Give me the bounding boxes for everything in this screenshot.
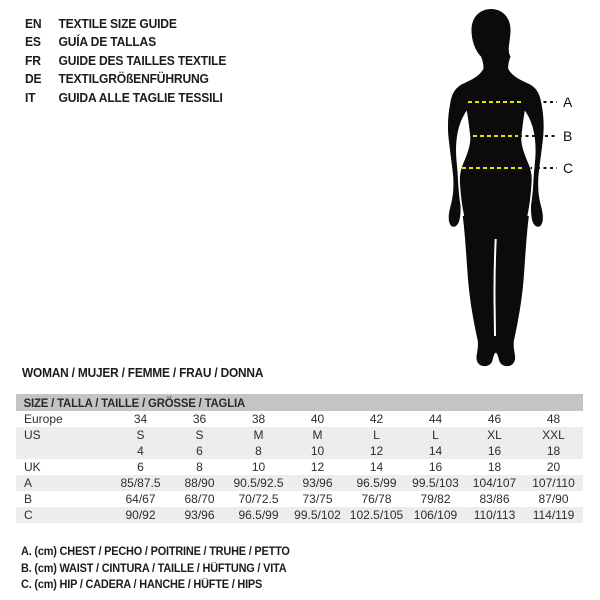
- size-value: 38: [251, 412, 266, 426]
- row-label: A: [24, 476, 33, 490]
- table-header-row: [16, 394, 583, 411]
- lang-row-es: [25, 33, 226, 52]
- size-value: 96.5/99: [356, 476, 397, 490]
- size-value: 104/107: [472, 476, 517, 490]
- size-value: 8: [255, 444, 262, 458]
- lang-row-it: [25, 88, 226, 107]
- row-label: B: [24, 492, 33, 506]
- size-value: 73/75: [302, 492, 333, 506]
- size-value: 44: [428, 412, 443, 426]
- size-value: S: [195, 428, 204, 442]
- size-value: 6: [196, 444, 203, 458]
- table-row-us: [16, 427, 583, 443]
- legend-chest: A. (cm) CHEST / PECHO / POITRINE / TRUHE / PETTO: [21, 546, 290, 559]
- silhouette-path: [448, 9, 544, 366]
- size-value: 34: [133, 412, 148, 426]
- size-value: 90.5/92.5: [233, 476, 284, 490]
- row-label: Europe: [24, 412, 63, 426]
- size-value: 99.5/102: [294, 508, 341, 522]
- row-label: UK: [24, 460, 41, 474]
- legend-waist: B. (cm) WAIST / CINTURA / TAILLE / HÜFTUNG / VITA: [21, 562, 287, 575]
- size-value: 12: [310, 460, 325, 474]
- size-value: 12: [369, 444, 384, 458]
- size-value: M: [253, 428, 264, 442]
- size-value: 90/92: [125, 508, 156, 522]
- size-value: L: [432, 428, 439, 442]
- size-value: 64/67: [125, 492, 156, 506]
- size-table: [16, 394, 583, 523]
- size-value: 42: [369, 412, 384, 426]
- size-value: 102.5/105: [349, 508, 404, 522]
- size-value: XL: [487, 428, 502, 442]
- woman-silhouette-figure: [425, 0, 600, 380]
- size-value: 110/113: [473, 508, 516, 522]
- lang-title: GUÍA DE TALLAS: [58, 34, 156, 50]
- size-value: 88/90: [184, 476, 215, 490]
- table-row-uk: [16, 459, 583, 475]
- measure-label-c: C: [563, 160, 574, 176]
- size-value: M: [312, 428, 323, 442]
- lang-code: FR: [25, 52, 41, 68]
- size-value: 14: [369, 460, 384, 474]
- size-value: 83/86: [479, 492, 510, 506]
- size-value: 20: [546, 460, 561, 474]
- size-value: 96.5/99: [238, 508, 279, 522]
- size-value: 76/78: [361, 492, 392, 506]
- row-label: US: [24, 428, 41, 442]
- size-value: 14: [428, 444, 443, 458]
- table-row-europe: [16, 411, 583, 427]
- size-value: 16: [428, 460, 443, 474]
- table-title: WOMAN / MUJER / FEMME / FRAU / DONNA: [22, 366, 264, 380]
- size-value: 16: [487, 444, 502, 458]
- table-row-us-numeric: [16, 443, 583, 459]
- language-title-block: [25, 14, 241, 107]
- size-value: 40: [310, 412, 325, 426]
- legend-hip: C. (cm) HIP / CADERA / HANCHE / HÜFTE / HIPS: [21, 579, 263, 592]
- measure-label-b: B: [563, 128, 573, 144]
- size-value: 99.5/103: [412, 476, 459, 490]
- table-row-chest-a: [16, 475, 583, 491]
- size-value: L: [373, 428, 380, 442]
- lang-row-de: [25, 70, 226, 89]
- table-row-hip-c: [16, 507, 583, 523]
- row-label: C: [24, 508, 33, 522]
- size-value: 48: [546, 412, 561, 426]
- size-value: 106/109: [413, 508, 458, 522]
- size-value: S: [136, 428, 145, 442]
- size-value: 18: [487, 460, 502, 474]
- size-value: 85/87.5: [120, 476, 161, 490]
- size-value: 87/90: [538, 492, 569, 506]
- measurement-figure: [425, 0, 600, 380]
- size-value: 4: [137, 444, 144, 458]
- size-value: 93/96: [184, 508, 215, 522]
- size-value: 70/72.5: [238, 492, 279, 506]
- lang-title: TEXTILGRÖßENFÜHRUNG: [58, 71, 209, 87]
- size-value: 79/82: [420, 492, 451, 506]
- size-value: 93/96: [302, 476, 333, 490]
- size-value: 114/119: [532, 508, 575, 522]
- size-value: XXL: [542, 428, 565, 442]
- lang-row-en: [25, 14, 226, 33]
- measure-label-a: A: [563, 94, 573, 110]
- size-value: 10: [251, 460, 266, 474]
- size-value: 10: [310, 444, 325, 458]
- lang-code: IT: [25, 89, 36, 105]
- lang-code: ES: [25, 34, 41, 50]
- size-value: 6: [137, 460, 144, 474]
- table-header-label: SIZE / TALLA / TAILLE / GRÖSSE / TAGLIA: [23, 395, 246, 410]
- lang-title: GUIDA ALLE TAGLIE TESSILI: [58, 89, 223, 105]
- lang-row-fr: [25, 51, 226, 70]
- size-value: 36: [192, 412, 207, 426]
- lang-title: TEXTILE SIZE GUIDE: [58, 15, 177, 31]
- size-value: 68/70: [184, 492, 215, 506]
- lang-code: EN: [25, 15, 42, 31]
- measurement-legend: [21, 544, 304, 594]
- size-value: 18: [546, 444, 561, 458]
- table-row-waist-b: [16, 491, 583, 507]
- lang-title: GUIDE DES TAILLES TEXTILE: [58, 52, 227, 68]
- size-value: 46: [487, 412, 502, 426]
- size-value: 8: [196, 460, 203, 474]
- size-value: 107/110: [532, 476, 575, 490]
- lang-code: DE: [25, 71, 42, 87]
